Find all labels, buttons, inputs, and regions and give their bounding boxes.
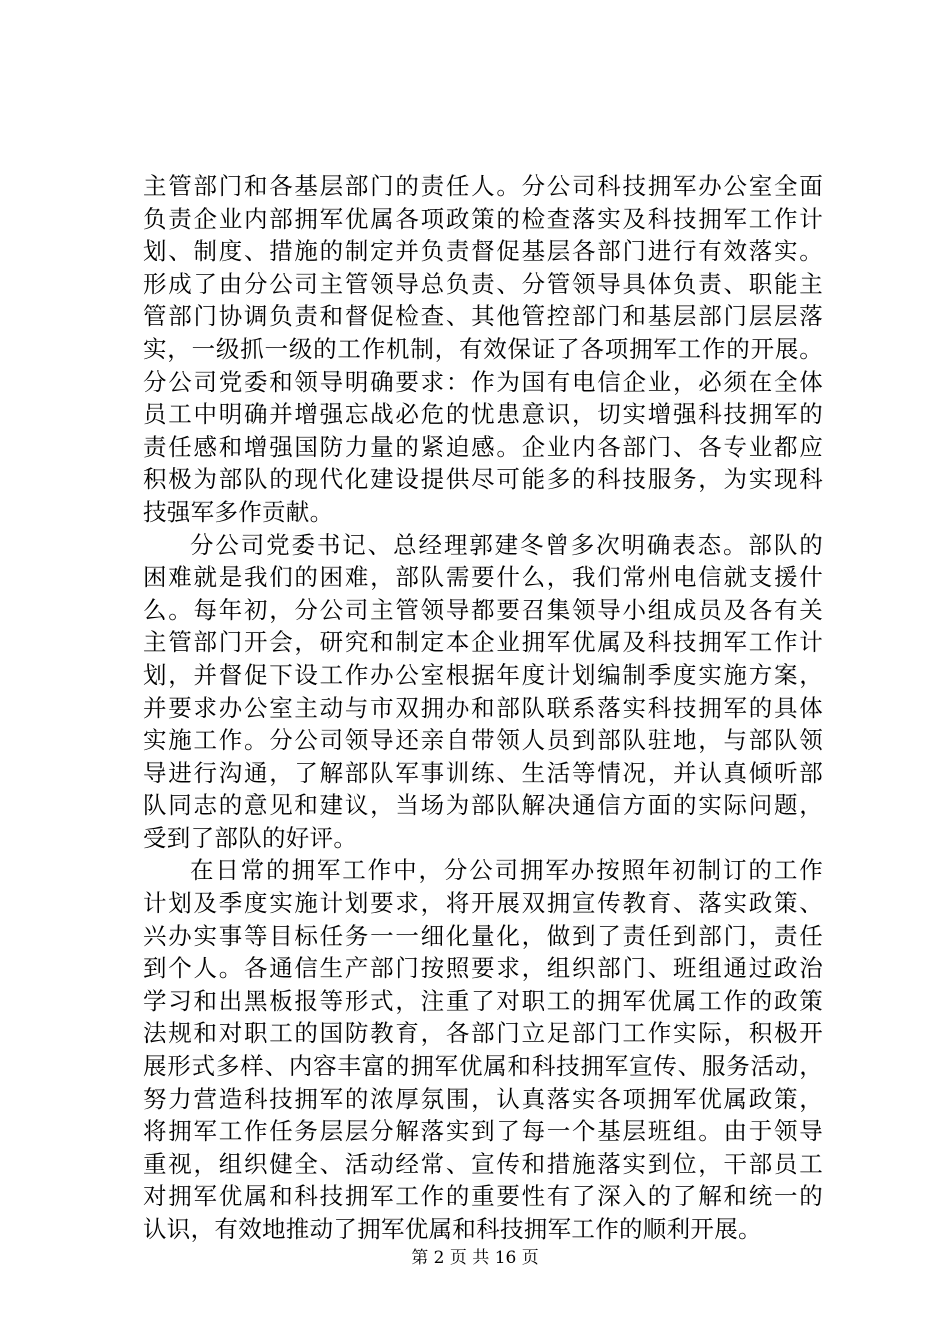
text-line: 展形式多样、内容丰富的拥军优属和科技拥军宣传、服务活动， [143,1052,823,1081]
paragraph [143,170,823,529]
text-line: 形成了由分公司主管领导总负责、分管领导具体负责、职能主 [143,269,823,298]
text-line: 技强军多作贡献。 [143,497,334,526]
text-line: 困难就是我们的困难，部队需要什么，我们常州电信就支援什 [143,563,823,592]
text-line: 计划及季度实施计划要求，将开展双拥宣传教育、落实政策、 [143,889,823,918]
text-line: 到个人。各通信生产部门按照要求，组织部门、班组通过政治 [143,954,823,983]
text-line: 学习和出黑板报等形式，注重了对职工的拥军优属工作的政策 [143,986,823,1015]
text-line: 将拥军工作任务层层分解落实到了每一个基层班组。由于领导 [143,1117,823,1146]
paragraph [143,854,823,1245]
text-line: 积极为部队的现代化建设提供尽可能多的科技服务，为实现科 [143,465,823,494]
text-line: 责任感和增强国防力量的紧迫感。企业内各部门、各专业都应 [143,432,823,461]
text-line: 努力营造科技拥军的浓厚氛围，认真落实各项拥军优属政策， [143,1084,823,1113]
text-line: 划，并督促下设工作办公室根据年度计划编制季度实施方案， [143,660,823,689]
text-line: 认识，有效地推动了拥军优属和科技拥军工作的顺利开展。 [143,1215,762,1243]
text-line: 么。每年初，分公司主管领导都要召集领导小组成员及各有关 [143,595,823,624]
page-footer: 第 2 页 共 16 页 [411,1248,539,1268]
text-line: 划、制度、措施的制定并负责督促基层各部门进行有效落实。 [143,237,823,266]
text-line: 实，一级抓一级的工作机制，有效保证了各项拥军工作的开展。 [143,334,823,363]
text-line: 管部门协调负责和督促检查、其他管控部门和基层部门层层落 [143,302,823,331]
text-line: 负责企业内部拥军优属各项政策的检查落实及科技拥军工作计 [143,204,823,233]
text-line: 法规和对职工的国防教育，各部门立足部门工作实际，积极开 [143,1019,823,1048]
text-line: 员工中明确并增强忘战必危的忧患意识，切实增强科技拥军的 [143,400,823,429]
text-line: 主管部门和各基层部门的责任人。分公司科技拥军办公室全面 [143,172,823,200]
text-line: 分公司党委和领导明确要求：作为国有电信企业，必须在全体 [143,367,823,396]
text-line: 主管部门开会，研究和制定本企业拥军优属及科技拥军工作计 [143,628,823,657]
document-body [143,170,823,1246]
text-line: 队同志的意见和建议，当场为部队解决通信方面的实际问题， [143,791,823,820]
paragraph [143,529,823,855]
text-line: 分公司党委书记、总经理郭建冬曾多次明确表态。部队的 [190,530,823,559]
text-line: 对拥军优属和科技拥军工作的重要性有了深入的了解和统一的 [143,1182,823,1211]
text-line: 在日常的拥军工作中，分公司拥军办按照年初制订的工作 [190,856,823,885]
text-line: 实施工作。分公司领导还亲自带领人员到部队驻地，与部队领 [143,726,823,755]
text-line: 导进行沟通，了解部队军事训练、生活等情况，并认真倾听部 [143,758,823,787]
text-line: 重视，组织健全、活动经常、宣传和措施落实到位，干部员工 [143,1149,823,1178]
text-line: 并要求办公室主动与市双拥办和部队联系落实科技拥军的具体 [143,693,823,722]
text-line: 兴办实事等目标任务一一细化量化，做到了责任到部门，责任 [143,921,823,950]
text-line: 受到了部队的好评。 [143,823,358,852]
